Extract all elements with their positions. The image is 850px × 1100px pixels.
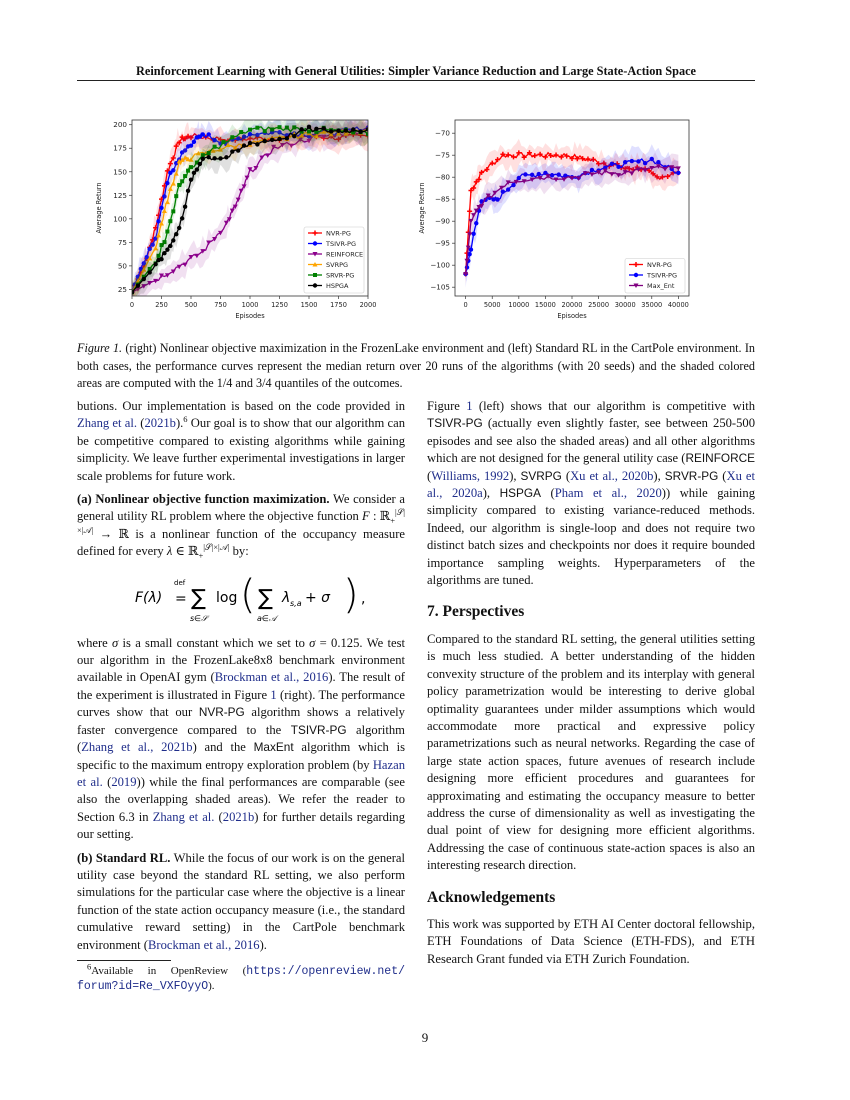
x-tick-label: 750 xyxy=(214,301,227,309)
marker-circle xyxy=(263,139,267,143)
x-tick-label: 2000 xyxy=(359,301,377,309)
marker-circle xyxy=(299,127,303,131)
x-tick-label: 25000 xyxy=(588,301,610,309)
text-run: )) while gaining simplicity compared to existing variance-reduced methods. Indeed, our algorithm is single-loop and does not require two distinct batch sizes and checkpoints nor does it require bounded importance sampling weights. Hyperparameters of the algorithms are tuned. xyxy=(427,486,756,588)
text-run: ( xyxy=(540,486,555,501)
marker-circle xyxy=(183,205,187,209)
eq-comma: , xyxy=(361,590,366,607)
x-tick-label: 15000 xyxy=(534,301,556,309)
text-run: 6 xyxy=(183,414,188,425)
chart-frozenlake xyxy=(420,112,710,322)
paragraph-nonlinear xyxy=(77,491,405,561)
y-tick-label: −105 xyxy=(430,282,450,292)
legend-label: TSIVR-PG xyxy=(326,239,357,248)
marker-square xyxy=(180,179,184,183)
text-run: MaxEnt xyxy=(253,740,294,755)
eq-equals: = xyxy=(175,590,187,607)
x-tick-label: 0 xyxy=(129,301,135,309)
paragraph-standard-rl xyxy=(77,850,405,954)
marker-circle xyxy=(207,155,211,159)
text-run: is a small constant which we set to xyxy=(118,635,310,650)
marker-circle xyxy=(344,128,348,132)
marker-circle xyxy=(236,148,240,152)
equation-render xyxy=(77,571,405,625)
citation-link[interactable]: Xu et al., 2020b xyxy=(570,468,654,483)
x-tick-label: 0 xyxy=(463,301,468,309)
marker-circle xyxy=(255,142,259,146)
marker-square xyxy=(186,169,190,173)
caption-label: Figure 1. xyxy=(77,341,123,355)
text-run: While the focus of our work is on the general utility case beyond the standard RL setting, we also perform simulations for the particular case where the objective is a linear function of the state action occupancy measure (i.e., the standard cumulative reward setting) in the CartPole benchmark environment ( xyxy=(77,850,405,952)
marker-square xyxy=(183,174,187,178)
paragraph-perspectives xyxy=(427,631,755,875)
marker-square xyxy=(255,126,259,130)
legend-label: Max_Ent xyxy=(647,281,675,290)
text-run: ( xyxy=(214,809,223,824)
text-run: : ℝ xyxy=(369,509,391,524)
text-run: by: xyxy=(229,544,249,559)
y-tick-label: −75 xyxy=(434,150,450,160)
text-run: ) and the xyxy=(192,740,254,755)
marker-circle xyxy=(198,162,202,166)
text-run: + xyxy=(390,515,396,526)
y-tick-label: 50 xyxy=(117,261,127,271)
text-run: ), xyxy=(509,468,521,483)
citation-link[interactable]: https://openreview.net/ forum?id=Re_VXFOyyO xyxy=(77,964,405,993)
text-run: We consider a general utility RL problem where the objective function xyxy=(77,492,405,524)
text-run: REINFORCE xyxy=(685,451,755,466)
marker-square xyxy=(189,165,193,169)
marker-circle xyxy=(180,216,184,220)
text-run: ( xyxy=(137,416,145,431)
figure-caption xyxy=(77,340,755,393)
marker-circle xyxy=(292,134,296,138)
marker-circle xyxy=(201,132,205,136)
eq-sum-inner: ∑ xyxy=(258,585,273,611)
marker-circle xyxy=(313,241,317,245)
marker-circle xyxy=(336,129,340,133)
eq-paren-left: ( xyxy=(240,571,256,618)
citation-link[interactable]: Zhang et al. xyxy=(77,416,138,431)
marker-square xyxy=(165,230,169,234)
text-run: Figure xyxy=(427,399,467,413)
y-tick-label: −70 xyxy=(434,128,450,138)
legend-label: SVRPG xyxy=(326,260,349,269)
text-run: ( xyxy=(102,774,112,789)
marker-circle xyxy=(153,262,157,266)
equation-objective xyxy=(77,571,405,625)
marker-circle xyxy=(230,149,234,153)
text-run: ). The result of the experiment is illustrated in Figure xyxy=(77,670,405,702)
y-tick-label: 25 xyxy=(117,284,127,294)
x-tick-label: 5000 xyxy=(483,301,501,309)
marker-circle xyxy=(285,136,289,140)
citation-link[interactable]: 2021b xyxy=(144,416,176,431)
y-tick-label: 200 xyxy=(113,120,127,130)
y-tick-label: 100 xyxy=(113,214,127,224)
text-run: algorithm shows a relatively faster convergence compared to the xyxy=(77,705,405,737)
x-tick-label: 20000 xyxy=(561,301,583,309)
citation-link[interactable]: 2021b xyxy=(222,809,255,824)
text-run: + xyxy=(198,550,204,561)
paragraph-frozenlake xyxy=(77,635,405,844)
marker-circle xyxy=(248,141,252,145)
eq-plus-sigma: + σ xyxy=(305,589,331,606)
chart-cartpole xyxy=(92,112,392,322)
marker-circle xyxy=(201,157,205,161)
citation-link[interactable]: Williams, 1992 xyxy=(431,468,510,483)
marker-square xyxy=(213,145,217,149)
text-run: This work was supported by ETH AI Center doctoral fellowship, ETH Foundations of Data Science (ETH-FDS), and ETH Research Grant funded via ETH Zurich Foundation. xyxy=(427,916,755,966)
text-run: = 0.125. We test our algorithm in the FrozenLake8x8 benchmark environment available in OpenAI gym ( xyxy=(77,635,406,685)
y-tick-label: 125 xyxy=(113,190,127,200)
x-tick-label: 1500 xyxy=(300,301,318,309)
marker-circle xyxy=(212,156,216,160)
x-tick-label: 40000 xyxy=(667,301,689,309)
text-run: |𝒮|×|𝒜| xyxy=(203,542,230,553)
y-tick-label: 75 xyxy=(117,237,127,247)
x-tick-label: 500 xyxy=(184,301,198,309)
x-tick-label: 250 xyxy=(155,301,168,309)
marker-square xyxy=(248,128,252,132)
eq-log: log xyxy=(216,589,238,606)
marker-circle xyxy=(277,137,281,141)
paragraph-intro xyxy=(77,398,405,485)
marker-square xyxy=(168,219,172,223)
text-run: F xyxy=(362,509,370,524)
citation-link[interactable]: Xu et al., 2020a xyxy=(427,468,755,501)
x-tick-label: 1250 xyxy=(271,301,288,309)
text-run: (a) Nonlinear objective function maximization. xyxy=(77,492,330,507)
marker-circle xyxy=(192,140,196,144)
marker-circle xyxy=(159,257,163,261)
marker-square xyxy=(221,140,225,144)
marker-circle xyxy=(313,283,317,287)
text-run: 6 xyxy=(87,961,92,972)
eq-lambda: λ xyxy=(282,589,291,606)
marker-circle xyxy=(224,155,228,159)
eq-lambda-index: s,a xyxy=(290,598,302,608)
text-run: algorithm ( xyxy=(77,722,405,755)
text-run: NVR-PG xyxy=(198,705,245,720)
marker-square xyxy=(239,130,243,134)
citation-link[interactable]: Zhang et al., 2021b xyxy=(81,740,193,755)
text-run: ), xyxy=(653,468,665,483)
marker-circle xyxy=(136,283,140,287)
marker-circle xyxy=(177,226,181,230)
eq-def: def xyxy=(174,578,186,587)
legend-label: SRVR-PG xyxy=(326,271,355,280)
citation-link[interactable]: 2019 xyxy=(111,774,137,789)
text-run: ). xyxy=(208,979,215,992)
text-run: ) for further details regarding our setting. xyxy=(77,809,406,842)
marker-circle xyxy=(242,143,246,147)
marker-circle xyxy=(142,277,146,281)
text-run: ). xyxy=(175,416,184,431)
eq-sum-inner-index: a∈𝒜 xyxy=(257,613,277,623)
text-run: )) while the final performances are comparable (see also the overlapping shaded areas). We refer the reader to Section 6.3 in xyxy=(77,774,405,824)
text-run: where xyxy=(77,635,113,650)
citation-link[interactable]: Hazan et al. xyxy=(77,757,405,789)
section-heading-acknowledgements: Acknowledgements xyxy=(427,888,556,906)
marker-circle xyxy=(270,138,274,142)
footnote-6 xyxy=(77,961,405,994)
marker-circle xyxy=(168,244,172,248)
left-column xyxy=(77,398,405,994)
text-run: (left) shows that our algorithm is competitive with xyxy=(472,399,755,413)
text-run: butions. Our implementation is based on the code provided in xyxy=(77,399,405,413)
marker-circle xyxy=(307,125,311,129)
text-run: TSIVR-PG xyxy=(290,722,347,737)
marker-circle xyxy=(329,129,333,133)
text-run: σ xyxy=(309,635,316,650)
text-run: ( xyxy=(561,468,571,483)
y-axis-label: Average Return xyxy=(95,182,103,234)
y-tick-label: −95 xyxy=(434,238,450,248)
legend-label: TSIVR-PG xyxy=(647,271,678,280)
text-run: (actually even slightly faster, see between 250-500 episodes and see also the shaded areas) and all other algorithms which are not designed for the general utility case ( xyxy=(427,416,755,466)
text-run: ∈ ℝ xyxy=(172,544,199,559)
legend-label: HSPGA xyxy=(326,281,349,290)
marker-square xyxy=(230,135,234,139)
text-run: σ xyxy=(112,635,119,650)
text-run: ). xyxy=(259,937,267,952)
legend-label: NVR-PG xyxy=(326,229,351,238)
text-run: Compared to the standard RL setting, the general utilities setting is much less studied. A better understanding of the hidden convexity structure of the problem and its interplay with general policy parametrization would be interesting to derive global optimality guarantees under milder assumptions which would accommodate more practical and expressive policy parametrizations such as neural networks. Regarding the case of large state action spaces, future avenues of research include designing more efficient procedures and guarantees for approximating and estimating the occupancy measure to better address the curse of dimensionality as well as investigating the dual point of view for designing more efficient algorithms. Addressing the case of continuous state-action spaces is also an interesting research direction. xyxy=(427,631,755,873)
legend-label: NVR-PG xyxy=(647,260,672,269)
citation-link[interactable]: Brockman et al., 2016 xyxy=(148,937,260,952)
text-run: ( xyxy=(427,468,432,483)
page-number: 9 xyxy=(421,1030,429,1045)
marker-square xyxy=(278,125,282,129)
marker-circle xyxy=(171,238,175,242)
x-tick-label: 30000 xyxy=(614,301,636,309)
paragraph-cartpole xyxy=(427,398,755,589)
y-tick-label: −90 xyxy=(434,216,450,226)
eq-lhs: F(λ) xyxy=(135,589,163,606)
citation-link[interactable]: 1 xyxy=(466,399,473,413)
marker-square xyxy=(177,183,181,187)
marker-circle xyxy=(148,270,152,274)
marker-circle xyxy=(322,126,326,130)
marker-square xyxy=(313,273,317,277)
text-run: TSIVR-PG xyxy=(427,416,483,431)
eq-sum-outer-index: s∈𝒮 xyxy=(190,613,208,623)
citation-link[interactable]: Zhang et al. xyxy=(152,809,215,824)
marker-circle xyxy=(186,189,190,193)
text-run: → ℝ is a nonlinear function of the occupancy measure defined for every xyxy=(77,526,405,559)
x-tick-label: 10000 xyxy=(508,301,530,309)
marker-circle xyxy=(189,177,193,181)
marker-circle xyxy=(195,167,199,171)
eq-paren-right: ) xyxy=(343,571,359,618)
text-run: (right). The performance curves show that our xyxy=(77,687,405,720)
citation-link[interactable]: Pham et al., 2020 xyxy=(554,486,662,501)
y-tick-label: 175 xyxy=(113,143,127,153)
y-tick-label: −100 xyxy=(430,260,450,270)
legend-label: REINFORCE xyxy=(326,250,364,259)
citation-link[interactable]: Brockman et al., 2016 xyxy=(214,670,329,685)
text-run: algorithm which is specific to the maximum entropy exploration problem (by xyxy=(77,740,406,772)
paragraph-acknowledgements xyxy=(427,916,755,968)
text-run: ( xyxy=(718,468,727,483)
text-run: |𝒮|×|𝒜| xyxy=(77,507,406,535)
text-run: λ xyxy=(166,544,173,559)
marker-circle xyxy=(358,129,362,133)
text-run: (b) Standard RL. xyxy=(77,850,171,865)
marker-circle xyxy=(634,273,638,277)
marker-circle xyxy=(165,247,169,251)
text-run: Available in OpenReview ( xyxy=(91,964,247,977)
text-run: HSPGA xyxy=(499,486,541,501)
marker-circle xyxy=(218,156,222,160)
x-tick-label: 1750 xyxy=(330,301,347,309)
text-run: ), xyxy=(482,486,500,501)
section-heading-perspectives: 7. Perspectives xyxy=(427,603,525,621)
x-axis-label: Episodes xyxy=(557,312,587,320)
caption-text: (right) Nonlinear objective maximization in the FrozenLake environment and (left) Standard RL in the CartPole environment. In both cases, the performance curves represent the median return over 20 runs of the algorithms (with 20 seeds) and the shaded colored areas are computed with the 1/4 and 3/4 quantiles of the outcomes. xyxy=(77,341,755,390)
marker-circle xyxy=(174,232,178,236)
x-tick-label: 35000 xyxy=(641,301,663,309)
text-run: SRVR-PG xyxy=(664,468,719,483)
marker-circle xyxy=(314,127,318,131)
header-rule xyxy=(77,80,755,81)
text-run: SVRPG xyxy=(520,468,562,483)
eq-sum-outer: ∑ xyxy=(191,585,206,611)
marker-circle xyxy=(351,127,355,131)
text-run: Our goal is to show that our algorithm can be competitive compared to existing algorithms while gaining simplicity. We leave further experimental investigations in larger scale problems for future work. xyxy=(77,416,406,483)
right-column xyxy=(427,398,755,974)
marker-square xyxy=(171,209,175,213)
y-tick-label: 150 xyxy=(113,167,127,177)
y-tick-label: −85 xyxy=(434,194,450,204)
running-header: Reinforcement Learning with General Utilities: Simpler Variance Reduction and Large State-Action Space xyxy=(135,64,697,78)
y-tick-label: −80 xyxy=(434,172,450,182)
x-tick-label: 1000 xyxy=(241,301,259,309)
marker-square xyxy=(174,194,178,198)
citation-link[interactable]: 1 xyxy=(270,687,277,702)
marker-circle xyxy=(162,251,166,255)
y-axis-label: Average Return xyxy=(418,182,426,234)
x-axis-label: Episodes xyxy=(235,312,265,320)
